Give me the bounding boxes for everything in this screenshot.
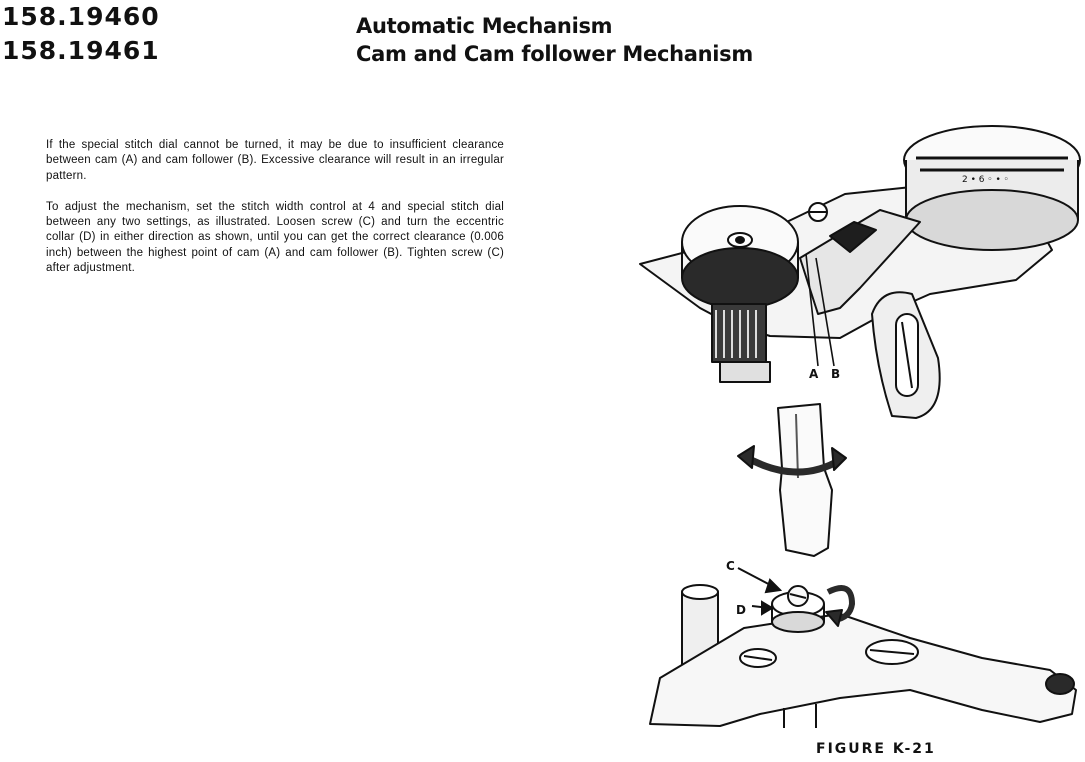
label-a: A — [809, 367, 819, 381]
model-number-1: 158.19460 — [2, 2, 160, 31]
label-b: B — [831, 367, 841, 381]
instructions-text — [46, 138, 504, 276]
mechanism-drawing — [620, 118, 1085, 728]
model-number-2: 158.19461 — [2, 36, 160, 65]
svg-text:2 • 6 ◦ • ◦: 2 • 6 ◦ • ◦ — [962, 175, 1009, 185]
model-numbers — [2, 0, 160, 68]
label-c: C — [726, 559, 735, 573]
section-titles — [356, 12, 753, 68]
page-subtitle: Cam and Cam follower Mechanism — [356, 42, 753, 66]
label-d: D — [736, 603, 746, 617]
figure-caption: FIGURE K-21 — [816, 741, 936, 757]
drive-shaft — [778, 404, 832, 556]
paragraph-adjustment: To adjust the mechanism, set the stitch width control at 4 and special stitch dial between any two settings, as illustrated. Loosen screw (C) and turn the eccentric collar (D) in either direction as shown, until you can get the correct clearance (0.006 inch) between the highest point of cam (A) and cam follower (B). Tighten screw (C) after adjustment. — [46, 200, 504, 275]
paragraph-clearance: If the special stitch dial cannot be turned, it may be due to insufficient clearance between cam (A) and cam follower (B). Excessive clearance will result in an irregular pattern. — [46, 139, 504, 182]
mechanism-illustration — [620, 118, 1085, 728]
page-title: Automatic Mechanism — [356, 14, 613, 38]
